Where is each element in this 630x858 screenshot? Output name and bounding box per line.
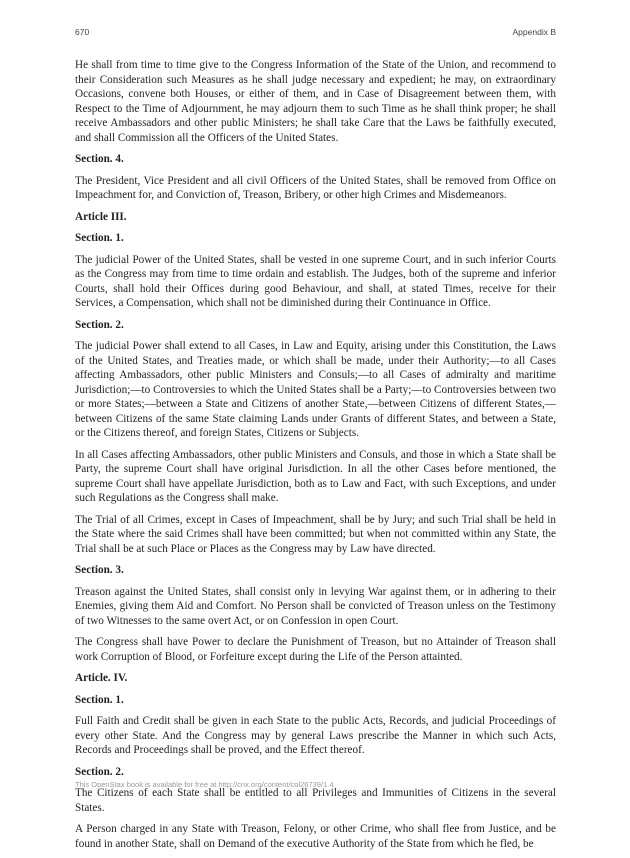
- paragraph: Treason against the United States, shall consist only in levying War against them, or in adhering to their Enemies, giving them Aid and Comfort. No Person shall be convicted of Treason unless on the Testimony of two Witnesses to the same overt Act, or on Confession in open Court.: [75, 585, 556, 627]
- paragraph: In all Cases affecting Ambassadors, other public Ministers and Consuls, and those in which a State shall be Party, the supreme Court shall have original Jurisdiction. In all the other Cases before mentioned, the supreme Court shall have appellate Jurisdiction, both as to Law and Fact, with such Exceptions, and under such Regulations as the Congress shall make.: [75, 448, 556, 504]
- paragraph: Full Faith and Credit shall be given in each State to the public Acts, Records, and judicial Proceedings of every other State. And the Congress may by general Laws prescribe the Manner in which such Acts, Records and Proceedings shall be proved, and the Effect thereof.: [75, 715, 556, 756]
- section-heading: Section. 3.: [75, 564, 124, 576]
- paragraph: The judicial Power shall extend to all Cases, in Law and Equity, arising under this Constitution, the Laws of the United States, and Treaties made, or which shall be made, under their Authority;—to all Cases affecting Ambassadors, other public Ministers and Consuls;—to all Cases of admiralty and maritime Jurisdiction;—to Controversies to which the United States shall be a Party;—to Controversies between two or more States;—between a State and Citizens of another State,—between Citizens of different States,—between Citizens of the same State claiming Lands under Grants of different States, and between a State, or the Citizens thereof, and foreign States, Citizens or Subjects.: [75, 340, 556, 439]
- section-heading: Section. 4.: [75, 153, 124, 165]
- article-heading: Article. IV.: [75, 672, 128, 684]
- document-body: [75, 58, 556, 858]
- paragraph: The Trial of all Crimes, except in Cases of Impeachment, shall be by Jury; and such Trial shall be held in the State where the said Crimes shall have been committed; but when not committed within any State, the Trial shall be at such Place or Places as the Congress may by Law have directed.: [75, 513, 556, 555]
- section-heading: Section. 1.: [75, 232, 124, 244]
- paragraph: A Person charged in any State with Treason, Felony, or other Crime, who shall flee from Justice, and be found in another State, shall on Demand of the executive Authority of the State from which he fled, be: [75, 823, 556, 850]
- page-number: 670: [75, 27, 90, 37]
- paragraph: He shall from time to time give to the Congress Information of the State of the Union, and recommend to their Consideration such Measures as he shall judge necessary and expedient; he may, on extraordinary Occasions, convene both Houses, or either of them, and in Case of Disagreement between them, with Respect to the Time of Adjournment, he may adjourn them to such Time as he shall think proper; he shall receive Ambassadors and other public Ministers; he shall take Care that the Laws be faithfully executed, and shall Commission all the Officers of the United States.: [75, 59, 556, 144]
- section-heading: Section. 1.: [75, 693, 124, 706]
- running-title: Appendix B: [512, 27, 556, 37]
- paragraph: The Congress shall have Power to declare the Punishment of Treason, but no Attainder of Treason shall work Corruption of Blood, or Forfeiture except during the Life of the Person attainted.: [75, 636, 556, 663]
- paragraph: The President, Vice President and all civil Officers of the United States, shall be removed from Office on Impeachment for, and Conviction of, Treason, Bribery, or other high Crimes and Misdemeanors.: [75, 174, 556, 201]
- section-heading: Section. 2.: [75, 318, 124, 331]
- paragraph: The judicial Power of the United States, shall be vested in one supreme Court, and in such inferior Courts as the Congress may from time to time ordain and establish. The Judges, both of the supreme and inferior Courts, shall hold their Offices during good Behaviour, and shall, at stated Times, receive for their Services, a Compensation, which shall not be diminished during their Continuance in Office.: [75, 253, 556, 309]
- paragraph: The Citizens of each State shall be entitled to all Privileges and Immunities of Citizens in the several States.: [75, 787, 556, 814]
- page-footer: This OpenStax book is available for free at http://cnx.org/content/col26739/1.4: [75, 780, 334, 789]
- section-heading: Section. 2.: [75, 765, 124, 778]
- article-heading: Article III.: [75, 210, 127, 223]
